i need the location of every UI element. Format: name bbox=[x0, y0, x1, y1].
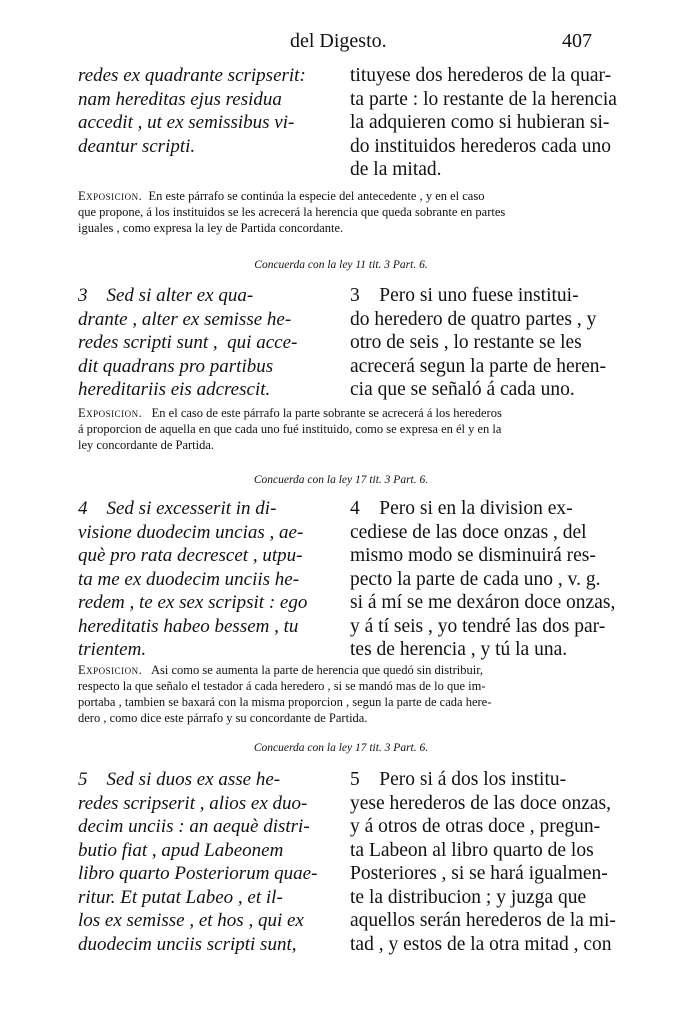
latin-text: 3 Sed si alter ex qua- drante , alter ex semisse he- redes scripti sunt , qui acce- dit quadrans pro partibus hereditariis eis adcrescit. bbox=[78, 285, 298, 400]
latin-text: 5 Sed si duos ex asse he- redes scripserit , alios ex duo- decim unciis : an aequè distri- butio fiat , apud Labeonem libro quarto Posteriorum quae- ritur. Et putat Labeo , et il- los ex semisse , et hos , qui ex duodecim unciis scripti sunt, bbox=[78, 769, 318, 955]
spanish-text: 4 Pero si en la division ex- cediese de las doce onzas , del mismo modo se disminuirá res- pecto la parte de cada uno , v. g. si á mí se me dexáron doce onzas, y á tí seis , yo tendré las dos par- tes de herencia , y tú la una. bbox=[350, 498, 616, 660]
exposicion-label: Exposicion. bbox=[78, 406, 143, 420]
concordance-note-2: Concuerda con la ley 17 tit. 3 Part. 6. bbox=[253, 474, 429, 486]
exposicion-label: Exposicion. bbox=[78, 663, 143, 677]
running-title: del Digesto. bbox=[290, 30, 387, 52]
latin-text: 4 Sed si excesserit in di- visione duodecim uncias , ae- què pro rata decrescet , utpu- ta me ex duodecim unciis he- redem , te ex sex scripsit : ego hereditatis habeo bessem , tu trientem. bbox=[78, 498, 308, 660]
exposicion-3 bbox=[78, 662, 602, 726]
spanish-text: 3 Pero si uno fuese institui- do heredero de quatro partes , y otro de seis , lo restante se les acrecerá segun la parte de heren- cia que se señaló á cada uno. bbox=[350, 285, 607, 400]
spanish-text: tituyese dos herederos de la quar- ta parte : lo restante de la herencia la adquieren como si hubieran si- do instituidos herederos cada uno de la mitad. bbox=[350, 65, 617, 180]
exposicion-text: En este párrafo se continúa la especie del antecedente , y en el caso que propone, á los instituidos se les acrecerá la herencia que queda sobrante en partes iguales , como expresa la ley de Partida concordante. bbox=[78, 189, 506, 235]
exposicion-text: En el caso de este párrafo la parte sobrante se acrecerá á los herederos á proporcion de aquella en que cada uno fué instituido, como se expresa en él y en la ley concordante de Partida. bbox=[78, 406, 502, 452]
page-number: 407 bbox=[562, 30, 592, 52]
exposicion-1 bbox=[78, 188, 602, 236]
exposicion-text: Asi como se aumenta la parte de herencia que quedó sin distribuir, respecto la que señalo el testador á cada heredero , si se mandó mas de lo que im- portaba , tambien se baxará con la misma proporcion , segun la parte de cada here- dero , como dice este párrafo y su concordante de Partida. bbox=[78, 663, 492, 725]
running-header bbox=[0, 30, 682, 60]
latin-text: redes ex quadrante scripserit: nam hereditas ejus residua accedit , ut ex semissibus vi- deantur scripti. bbox=[78, 65, 306, 157]
spanish-text: 5 Pero si á dos los institu- yese herederos de las doce onzas, y á otros de otras doce , pregun- ta Labeon al libro quarto de los Posteriores , si se hará igualmen- te la distribucion ; y juzga que aquellos serán herederos de la mi- tad , y estos de la otra mitad , con bbox=[350, 769, 616, 955]
exposicion-label: Exposicion. bbox=[78, 189, 143, 203]
concordance-note-3: Concuerda con la ley 17 tit. 3 Part. 6. bbox=[253, 742, 429, 754]
concordance-note-1: Concuerda con la ley 11 tit. 3 Part. 6. bbox=[254, 259, 428, 271]
exposicion-2 bbox=[78, 405, 602, 453]
